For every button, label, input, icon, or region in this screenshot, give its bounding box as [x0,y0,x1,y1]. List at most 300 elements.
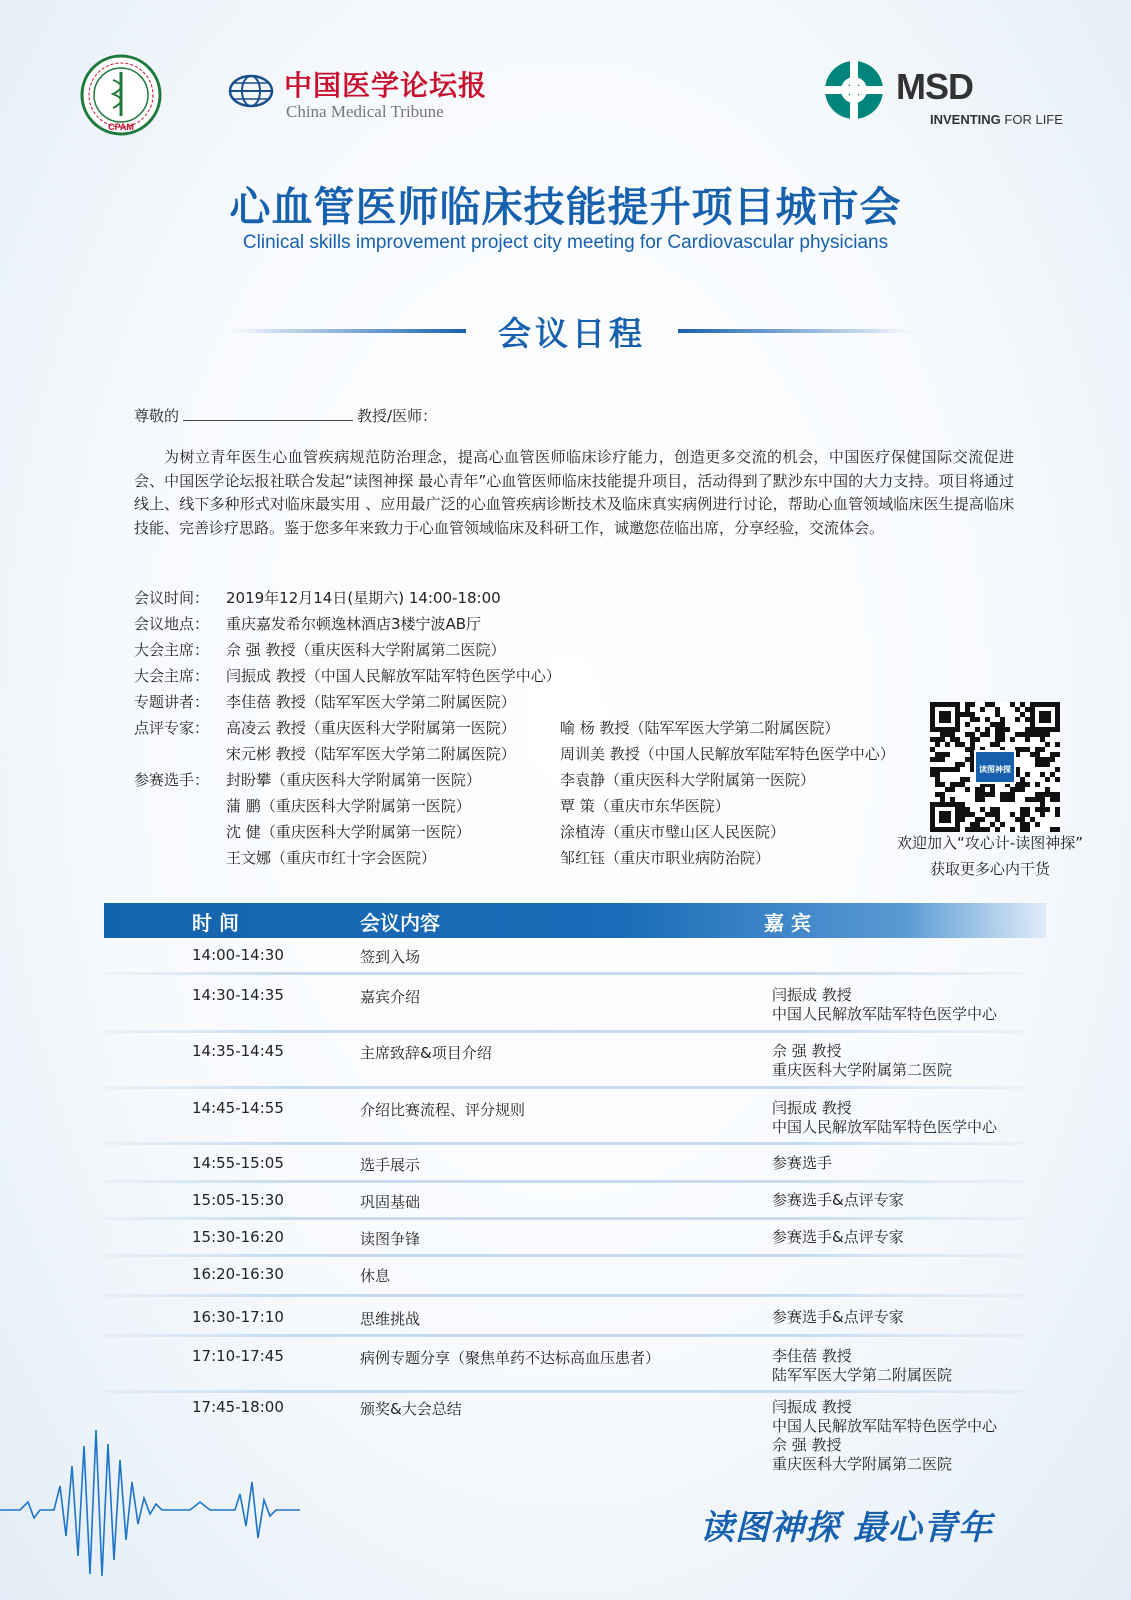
qr-module [975,817,980,822]
row-separator [104,1390,1024,1393]
qr-badge: 读图神探 [979,765,1011,774]
qr-module [930,737,935,742]
qr-module [930,767,935,772]
qr-module [990,787,995,792]
qr-module [1035,752,1040,757]
qr-module [1000,717,1005,722]
row-guest: 参赛选手&点评专家 [772,1228,904,1246]
row-content: 读图争锋 [360,1230,421,1248]
qr-module [1020,807,1025,812]
row-time: 15:05-15:30 [192,1191,284,1209]
row-separator [104,1180,1024,1183]
qr-module [970,712,975,717]
qr-module [1045,787,1050,792]
row-guest: 闫振成 教授 中国人民解放军陆军特色医学中心 [772,986,998,1023]
expert-name: 宋元彬 教授（陆军军医大学第二附属医院） [226,745,516,763]
info-row-expert [134,715,895,741]
qr-module [1025,747,1030,752]
qr-module [965,747,970,752]
row-time: 14:45-14:55 [192,1099,284,1117]
qr-module [1030,797,1035,802]
qr-module [995,817,1000,822]
qr-module [970,737,975,742]
row-content: 休息 [360,1267,391,1285]
cpam-logo [80,54,162,136]
qr-module [1055,752,1060,757]
info-label: 大会主席： [134,641,210,659]
cmt-name-en: China Medical Tribune [286,102,444,121]
info-row-player [134,767,895,793]
qr-module [1025,737,1030,742]
qr-module [955,782,960,787]
row-separator [104,1334,1024,1337]
qr-module [975,787,980,792]
qr-module [995,727,1000,732]
row-time: 17:10-17:45 [192,1347,284,1365]
info-row-expert [134,741,895,767]
qr-module [1050,792,1055,797]
qr-module [960,777,965,782]
qr-module [1050,797,1055,802]
row-time: 16:20-16:30 [192,1265,284,1283]
title-en: Clinical skills improvement project city meeting for Cardiovascular physicians [242,232,889,253]
row-guest: 李佳蓓 教授 陆军军医大学第二附属医院 [772,1347,953,1384]
row-content: 嘉宾介绍 [360,988,421,1006]
row-time: 14:30-14:35 [192,986,284,1004]
qr-module [1025,807,1030,812]
qr-module [1040,762,1045,767]
row-guest: 闫振成 教授 中国人民解放军陆军特色医学中心 [772,1099,998,1136]
qr-module [970,742,975,747]
qr-module [945,767,950,772]
row-content: 签到入场 [360,948,421,966]
info-label-empty [134,845,226,871]
speaker-name: 李佳蓓 教授（陆军军医大学第二附属医院） [226,693,516,711]
qr-module [940,732,945,737]
qr-module [935,792,940,797]
expert-name: 喻 杨 教授（陆军军医大学第二附属医院） [560,719,840,737]
expert-name: 高凌云 教授（重庆医科大学附属第一医院） [226,719,516,737]
qr-module [990,792,995,797]
qr-module [935,767,940,772]
qr-module [985,812,990,817]
qr-module [1010,797,1015,802]
qr-module [955,767,960,772]
qr-module [1045,777,1050,782]
qr-module [965,777,970,782]
qr-module [930,747,935,752]
qr-module [1035,807,1040,812]
qr-caption-line2: 获取更多心内干货 [929,860,1050,878]
row-separator [104,1294,1024,1297]
qr-module [1000,732,1005,737]
qr-module [960,712,965,717]
row-content: 主席致辞&项目介绍 [360,1044,492,1062]
qr-module [955,742,960,747]
qr-module [970,732,975,737]
qr-module [1015,732,1020,737]
qr-module [995,707,1000,712]
info-row-chair [134,637,895,663]
qr-module [1010,812,1015,817]
qr-module [965,707,970,712]
info-row-player [134,793,895,819]
qr-module [950,782,955,787]
qr-module [955,737,960,742]
schedule-header [104,903,1046,938]
header-guest: 嘉 宾 [764,911,811,935]
qr-module [995,722,1000,727]
qr-module [1000,792,1005,797]
qr-module [995,812,1000,817]
title-cn: 心血管医师临床技能提升项目城市会 [229,183,902,231]
meeting-time: 2019年12月14日(星期六) 14:00-18:00 [226,589,501,607]
info-label: 大会主席： [134,667,210,685]
qr-module [995,732,1000,737]
qr-module [935,772,940,777]
player-name: 沈 健（重庆医科大学附属第一医院） [226,823,471,841]
qr-module [1010,737,1015,742]
qr-module [1000,727,1005,732]
qr-module [965,702,970,707]
qr-module [1055,767,1060,772]
qr-module [970,822,975,827]
qr-module [1025,772,1030,777]
qr-module [1015,787,1020,792]
info-label: 专题讲者： [134,693,210,711]
qr-module [1040,772,1045,777]
qr-module [1035,782,1040,787]
qr-module [960,802,965,807]
row-guest: 闫振成 教授 中国人民解放军陆军特色医学中心 佘 强 教授 重庆医科大学附属第二医院 [772,1398,998,1473]
msd-tagline [930,112,1063,127]
qr-module [980,807,985,812]
qr-module [950,732,955,737]
row-separator [104,1086,1024,1089]
info-label: 会议地点： [134,615,210,633]
qr-module [990,812,995,817]
info-label: 会议时间： [134,589,210,607]
player-name: 封盼攀（重庆医科大学附属第一医院） [226,771,482,789]
intro-paragraph: 为树立青年医生心血管疾病规范防治理念，提高心血管医师临床诊疗能力，创造更多交流的机会，中国医疗保健国际交流促进会、中国医学论坛报社联合发起“读图神探 最心青年”心血管医师临床技能提升项目，活动得到了默沙东中国的大力支持。项目将通过线上、线下多种形式对临床最实用 、应用最广泛的心血管疾病诊断技术及临床真实病例进行讨论，帮助心血管领域临床医生提高临床技能、完善诊疗思路。鉴于您多年来致力于心血管领域临床及科研工作，诚邀您莅临出席，分享经验，交流体会。 [134,448,1014,537]
qr-module [965,712,970,717]
qr-module [985,727,990,732]
qr-module [1025,732,1030,737]
slogan: 读图神探 最心青年 [700,1508,993,1548]
qr-module [1020,822,1025,827]
qr-module [940,752,945,757]
qr-module [995,807,1000,812]
player-name: 李袁静（重庆医科大学附属第一医院） [560,771,816,789]
info-row-speaker [134,689,895,715]
qr-module [940,782,945,787]
cmt-name-cn: 中国医学论坛报 [284,69,488,102]
header-time: 时 间 [192,911,239,935]
row-guest: 参赛选手&点评专家 [772,1308,904,1326]
qr-module [1025,717,1030,722]
row-content: 颁奖&大会总结 [360,1400,462,1418]
qr-caption-line1: 欢迎加入“攻心计-读图神探” [897,834,1083,852]
qr-module [1015,717,1020,722]
row-separator [104,1217,1024,1220]
qr-module [1045,762,1050,767]
qr-module [990,807,995,812]
qr-module [1000,737,1005,742]
qr-module [1015,707,1020,712]
row-content: 介绍比赛流程、评分规则 [360,1101,526,1119]
qr-module [1055,812,1060,817]
qr-module [995,742,1000,747]
qr-module [1025,797,1030,802]
player-name: 王文娜（重庆市红十字会医院） [226,849,437,867]
qr-module [1050,772,1055,777]
qr-module [940,757,945,762]
qr-module [1055,807,1060,812]
salutation-prefix: 尊敬的 [134,407,180,425]
row-guest: 参赛选手&点评专家 [772,1191,904,1209]
qr-module [935,782,940,787]
row-separator [104,972,1024,975]
qr-module [990,822,995,827]
qr-module [1025,822,1030,827]
qr-module [1020,732,1025,737]
qr-module [940,797,945,802]
qr-module [935,742,940,747]
qr-module [1010,787,1015,792]
info-row-place [134,611,895,637]
row-guest: 佘 强 教授 重庆医科大学附属第二医院 [772,1042,953,1079]
row-separator [104,1142,1024,1145]
qr-module [965,722,970,727]
qr-module [965,757,970,762]
expert-name: 周训美 教授（中国人民解放军陆军特色医学中心） [560,745,895,763]
qr-module [1040,757,1045,762]
info-row-chair [134,663,895,689]
qr-module [1040,732,1045,737]
qr-module [1035,822,1040,827]
qr-module [960,807,965,812]
qr-module [980,792,985,797]
qr-module [1010,792,1015,797]
row-separator [104,1254,1024,1257]
qr-module [1020,817,1025,822]
player-name: 涂植涛（重庆市璧山区人民医院） [560,823,786,841]
section-divider-left [230,329,466,333]
globe-icon [228,74,274,108]
qr-module [930,772,935,777]
qr-module [945,752,950,757]
msd-tagline-rest: FOR LIFE [1000,112,1063,127]
qr-module [1035,762,1040,767]
qr-module [980,732,985,737]
info-label: 参赛选手： [134,771,210,789]
qr-module [975,797,980,802]
meeting-info [134,585,895,871]
qr-module [1025,812,1030,817]
qr-module [965,812,970,817]
chair-name: 闫振成 教授（中国人民解放军陆军特色医学中心） [226,667,561,685]
qr-module [1020,777,1025,782]
qr-module [980,787,985,792]
qr-module [990,702,995,707]
qr-module [1020,747,1025,752]
qr-module [970,812,975,817]
qr-module [1040,747,1045,752]
qr-module [1055,777,1060,782]
qr-module [985,702,990,707]
row-time: 14:35-14:45 [192,1042,284,1060]
qr-module [985,732,990,737]
qr-module [1000,722,1005,727]
row-time: 17:45-18:00 [192,1398,284,1416]
info-row-player [134,845,895,871]
qr-module [1040,737,1045,742]
qr-code[interactable] [930,702,1060,832]
qr-module [950,767,955,772]
qr-module [945,787,950,792]
qr-module [980,817,985,822]
qr-module [1050,757,1055,762]
qr-module [950,797,955,802]
qr-module [1040,797,1045,802]
salutation [134,405,437,426]
qr-module [1000,797,1005,802]
qr-module [1000,822,1005,827]
qr-module [1035,797,1040,802]
row-content: 病例专题分享（聚焦单药不达标高血压患者） [360,1349,661,1367]
qr-module [970,717,975,722]
qr-module [935,752,940,757]
qr-module [930,757,935,762]
qr-module [1040,807,1045,812]
msd-wordmark: MSD [896,66,973,107]
qr-module [935,777,940,782]
qr-module [1035,757,1040,762]
qr-module [955,762,960,767]
section-title: 会议日程 [498,314,646,353]
row-time: 16:30-17:10 [192,1308,284,1326]
qr-module [940,792,945,797]
row-time: 14:55-15:05 [192,1154,284,1172]
qr-module [1045,807,1050,812]
qr-module [995,712,1000,717]
qr-module [1035,747,1040,752]
qr-module [965,807,970,812]
chair-name: 佘 强 教授（重庆医科大学附属第二医院） [226,641,506,659]
qr-module [1045,732,1050,737]
qr-module [1010,702,1015,707]
qr-module [975,822,980,827]
cpam-text: CPAM [108,122,134,132]
qr-module [995,737,1000,742]
msd-mark-icon [824,60,884,120]
qr-module [975,717,980,722]
qr-module [960,812,965,817]
row-content: 选手展示 [360,1156,421,1174]
qr-module [940,737,945,742]
row-time: 15:30-16:20 [192,1228,284,1246]
qr-module [975,792,980,797]
qr-module [1025,782,1030,787]
qr-module [1030,817,1035,822]
qr-module [940,767,945,772]
info-row-time [134,585,895,611]
qr-module [1045,757,1050,762]
qr-module [1025,727,1030,732]
qr-module [965,732,970,737]
qr-module [960,742,965,747]
qr-module [950,737,955,742]
info-label-empty [134,741,226,767]
qr-module [960,817,965,822]
player-name: 蒲 鹏（重庆医科大学附属第一医院） [226,797,471,815]
qr-module [960,782,965,787]
qr-module [1045,792,1050,797]
qr-module [1005,797,1010,802]
row-time: 14:00-14:30 [192,946,284,964]
qr-module [985,717,990,722]
qr-module [975,727,980,732]
qr-module [990,742,995,747]
qr-module [1005,727,1010,732]
meeting-place: 重庆嘉发希尔顿逸林酒店3楼宁波AB厅 [226,615,482,633]
qr-module [1035,792,1040,797]
name-blank [183,406,353,421]
qr-module [985,792,990,797]
qr-module [1035,732,1040,737]
qr-module [1055,742,1060,747]
player-name: 覃 策（重庆市东华医院） [560,797,730,815]
qr-caption [860,830,1120,882]
row-separator [104,1030,1024,1033]
qr-module [1025,707,1030,712]
qr-module [970,702,975,707]
header-content: 会议内容 [360,911,440,935]
qr-module [935,737,940,742]
qr-module [1020,812,1025,817]
qr-module [1040,802,1045,807]
qr-module [980,707,985,712]
qr-module [1030,752,1035,757]
msd-tagline-bold: INVENTING [930,112,1001,127]
qr-module [1020,702,1025,707]
qr-module [1040,792,1045,797]
qr-module [960,762,965,767]
qr-module [980,797,985,802]
qr-module [1055,792,1060,797]
qr-module [1020,782,1025,787]
row-content: 思维挑战 [360,1310,421,1328]
qr-module [1045,742,1050,747]
salutation-suffix: 教授/医师： [357,407,438,425]
qr-module [1055,797,1060,802]
qr-module [975,737,980,742]
qr-module [1030,732,1035,737]
qr-module [1015,817,1020,822]
qr-module [990,722,995,727]
info-label-empty [134,793,226,819]
qr-module [950,787,955,792]
qr-module [945,742,950,747]
ecg-wave-decoration [0,1390,300,1580]
row-content: 巩固基础 [360,1193,421,1211]
qr-module [1040,812,1045,817]
info-label-empty [134,819,226,845]
qr-module [965,787,970,792]
qr-module [1020,787,1025,792]
qr-module [935,757,940,762]
player-name: 邹红钰（重庆市职业病防治院） [560,849,771,867]
